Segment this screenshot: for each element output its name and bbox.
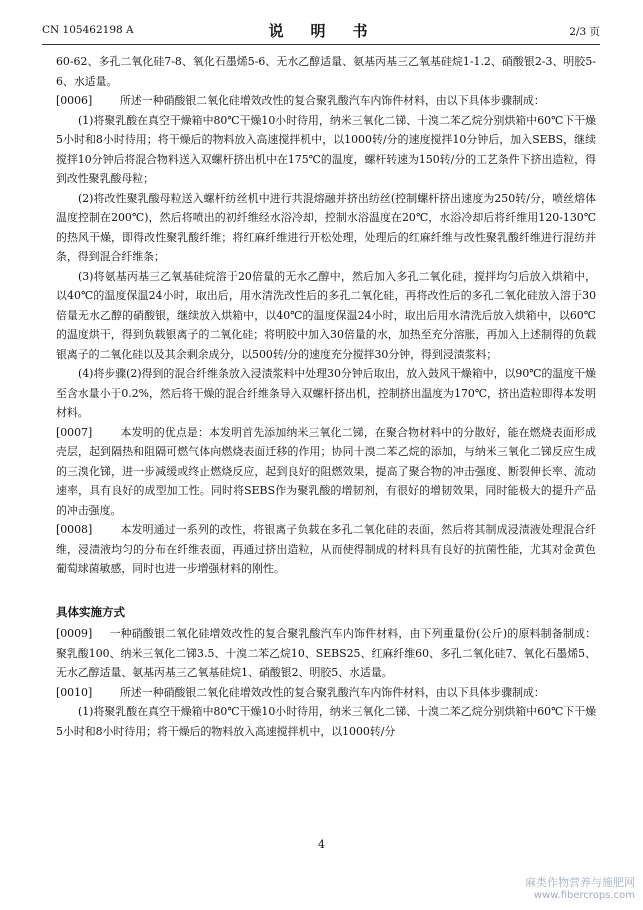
page-header — [42, 20, 600, 45]
example-step-1: (1)将聚乳酸在真空干燥箱中80℃干燥10小时待用，纳米三氧化二锑、十溴二苯乙烷分别烘箱中60℃下干燥5小时和8小时待用；将干燥后的物料放入高速搅拌机中，以1000转/分 — [56, 705, 596, 738]
watermark-site-name: 麻类作物营养与施肥网 — [525, 876, 635, 889]
step-3: (3)将氨基丙基三乙氧基硅烷溶于20倍量的无水乙醇中，然后加入多孔二氧化硅，搅拌均匀后放入烘箱中，以40℃的温度保温24小时，取出后，用水清洗改性后的多孔二氧化硅，再将改性后的多孔二氧化硅放入溶于30倍量无水乙醇的硝酸银，继续放入烘箱中，以40℃的温度保温24小时，取出后用水清洗后放入烘箱中，以60℃的温度烘干，得到负载银离子的二氧化硅；将明胶中加入30倍量的水，加热至充分溶胀，再加入上述制得的负载银离子的二氧化硅以及其余剩余成分，以500转/分的速度充分搅拌30分钟，得到浸渍浆料； — [56, 269, 596, 361]
document-title: 说 明 书 — [268, 22, 374, 40]
paragraph-number: [0006] — [56, 94, 93, 107]
patent-number: CN 105462198 A — [42, 24, 134, 36]
document-body — [56, 52, 596, 741]
paragraph-number: [0008] — [56, 523, 93, 536]
paragraph-0007: [0007] 本发明的优点是：本发明首先添加纳米三氧化二锑，在聚合物材料中的分散好，能在燃烧表面形成壳层，起到隔热和阻隔可燃气体向燃烧表面迁移的作用；协同十溴二苯乙烷的添加，与纳米三氧化二锑反应生成的三溴化锑，进一步减缓或终止燃烧反应，起到良好的阻燃效果，提高了聚合物的冲击强度、断裂伸长率、流动速率，具有良好的成型加工性。同时将SEBS作为聚乳酸的增韧剂，有很好的增韧效果，同时能极大的提升产品的冲击强度。 — [56, 425, 596, 517]
paragraph-0006: [0006] 所述一种硝酸银二氧化硅增效改性的复合聚乳酸汽车内饰件材料，由以下具体步骤制成： — [56, 94, 545, 107]
page-info: 2/3 页 — [569, 26, 600, 38]
site-watermark — [525, 876, 635, 902]
step-1: (1)将聚乳酸在真空干燥箱中80℃干燥10小时待用，纳米三氧化二锑、十溴二苯乙烷分别烘箱中60℃下干燥5小时和8小时待用；将干燥后的物料放入高速搅拌机中，以1000转/分的速度搅拌10分钟后，加入SEBS，继续搅拌10分钟后将混合物料送入双螺杆挤出机中在175℃的温度，螺杆转速为150转/分的工艺条件下挤出造粒，得到改性聚乳酸母粒； — [56, 113, 596, 185]
paragraph-0010: [0010] 所述一种硝酸银二氧化硅增效改性的复合聚乳酸汽车内饰件材料，由以下具体步骤制成： — [56, 685, 545, 699]
paragraph-number: [0009] — [56, 627, 93, 640]
section-heading: 具体实施方式 — [56, 604, 125, 619]
paragraph-continuation: 60-62、多孔二氧化硅7-8、氧化石墨烯5-6、无水乙醇适量、氨基丙基三乙氧基硅烷1-1.2、硝酸银2-3、明胶5-6、水适量。 — [56, 55, 596, 88]
step-2: (2)将改性聚乳酸母粒送入螺杆纺丝机中进行共混熔融并挤出纺丝(控制螺杆挤出速度为250转/分，喷丝熔体温度控制在200℃)，然后将喷出的初纤维经水浴冷却，控制水浴温度在20℃，水浴冷却后将纤维用120-130℃的热风干燥，即得改性聚乳酸纤维；将红麻纤维进行开松处理，处理后的红麻纤维与改性聚乳酸纤维进行混纺并条，得到混合纤维条； — [56, 191, 596, 263]
watermark-url: www.fibercrops.com — [533, 890, 635, 901]
paragraph-0008: [0008] 本发明通过一系列的改性，将银离子负载在多孔二氧化硅的表面，然后将其制成浸渍液处理混合纤维，浸渍液均匀的分布在纤维表面，再通过挤出造粒，从而使得制成的材料具有良好的抗菌性能，尤其对金黄色葡萄球菌敏感，同时也进一步增强材料的刚性。 — [56, 523, 596, 575]
paragraph-0009: [0009] 一种硝酸银二氧化硅增效改性的复合聚乳酸汽车内饰件材料，由下列重量份(公斤)的原料制备制成：聚乳酸100、纳米三氧化二锑3.5、十溴二苯乙烷10、SEBS25、红麻纤维60、多孔二氧化硅7、氧化石墨烯5、无水乙醇适量、氨基丙基三乙氧基硅烷1、硝酸银2、明胶5、水适量。 — [56, 627, 596, 679]
paragraph-number: [0010] — [56, 685, 93, 699]
paragraph-number: [0007] — [56, 425, 93, 439]
page-number: 4 — [318, 838, 325, 851]
step-4: (4)将步骤(2)得到的混合纤维条放入浸渍浆料中处理30分钟后取出，放入鼓风干燥箱中，以90℃的温度干燥至含水量小于0.2%，然后将干燥的混合纤维条导入双螺杆挤出机，控制挤出温度为170℃，挤出造粒即得本发明材料。 — [56, 367, 596, 419]
